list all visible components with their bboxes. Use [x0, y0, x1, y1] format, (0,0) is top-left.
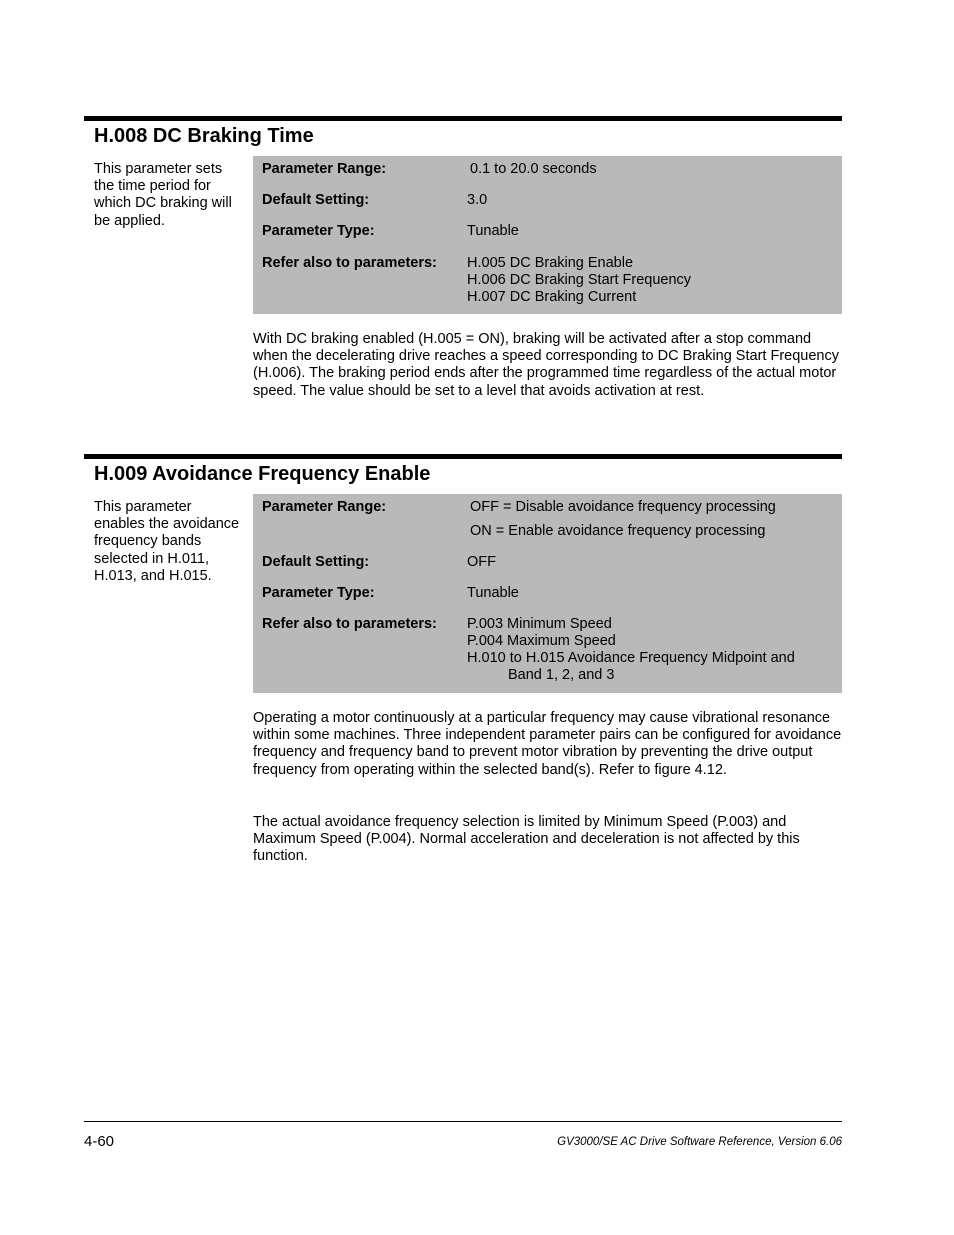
range-line: ON = Enable avoidance frequency processing: [470, 523, 766, 539]
range-line: 0.1 to 20.0 seconds: [470, 161, 597, 177]
body-paragraph: Operating a motor continuously at a particular frequency may cause vibrational resonance within some machines. Three independent parameter pairs can be configured for avoidance frequency and frequency band to prevent motor vibration by preventing the drive output frequency from operating within the selected band(s). Refer to figure 4.12.: [253, 710, 842, 778]
document-reference: GV3000/SE AC Drive Software Reference, Version 6.06: [557, 1136, 842, 1148]
refer-item: H.010 to H.015 Avoidance Frequency Midpoint and: [467, 650, 795, 666]
param-type-value: Tunable: [467, 223, 519, 239]
section-h009: [84, 454, 842, 865]
footer-rule: [84, 1121, 842, 1122]
section-h008: [84, 116, 842, 399]
refer-item: H.007 DC Braking Current: [467, 289, 637, 305]
refer-also-list: [467, 616, 795, 684]
refer-also-label: Refer also to parameters:: [262, 255, 437, 271]
parameter-table: [253, 156, 842, 314]
body-paragraph: With DC braking enabled (H.005 = ON), braking will be activated after a stop command when the decelerating drive reaches a speed corresponding to DC Braking Start Frequency (H.006). The braking period ends after the programmed time regardless of the actual motor speed. The value should be set to a level that avoids activation at rest.: [253, 331, 839, 399]
param-range-value: [470, 499, 776, 540]
param-type-label: Parameter Type:: [262, 223, 375, 239]
parameter-table: [253, 494, 842, 693]
refer-also-label: Refer also to parameters:: [262, 616, 437, 632]
refer-also-list: [467, 255, 691, 306]
default-setting-value: OFF: [467, 554, 496, 570]
default-setting-label: Default Setting:: [262, 192, 370, 208]
refer-item: P.004 Maximum Speed: [467, 633, 616, 649]
refer-item: Band 1, 2, and 3: [508, 667, 615, 683]
section-title: H.009 Avoidance Frequency Enable: [94, 463, 431, 485]
body-paragraph: The actual avoidance frequency selection is limited by Minimum Speed (P.003) and Maximum Speed (P.004). Normal acceleration and deceleration is not affected by this function.: [253, 814, 800, 865]
param-range-value: [470, 161, 597, 178]
refer-item: P.003 Minimum Speed: [467, 616, 612, 632]
refer-item: H.005 DC Braking Enable: [467, 255, 634, 271]
refer-item: H.006 DC Braking Start Frequency: [467, 272, 692, 288]
param-type-label: Parameter Type:: [262, 585, 375, 601]
default-setting-value: 3.0: [467, 192, 488, 208]
default-setting-label: Default Setting:: [262, 554, 370, 570]
param-range-label: Parameter Range:: [262, 499, 387, 515]
section-title: H.008 DC Braking Time: [94, 125, 314, 147]
param-range-label: Parameter Range:: [262, 161, 387, 177]
section-description: This parameter sets the time period for which DC braking will be applied.: [94, 161, 232, 229]
param-type-value: Tunable: [467, 585, 519, 601]
range-line: OFF = Disable avoidance frequency processing: [470, 499, 776, 515]
page-number: 4-60: [84, 1133, 115, 1150]
section-description: This parameter enables the avoidance frequency bands selected in H.011, H.013, and H.015.: [94, 499, 240, 584]
